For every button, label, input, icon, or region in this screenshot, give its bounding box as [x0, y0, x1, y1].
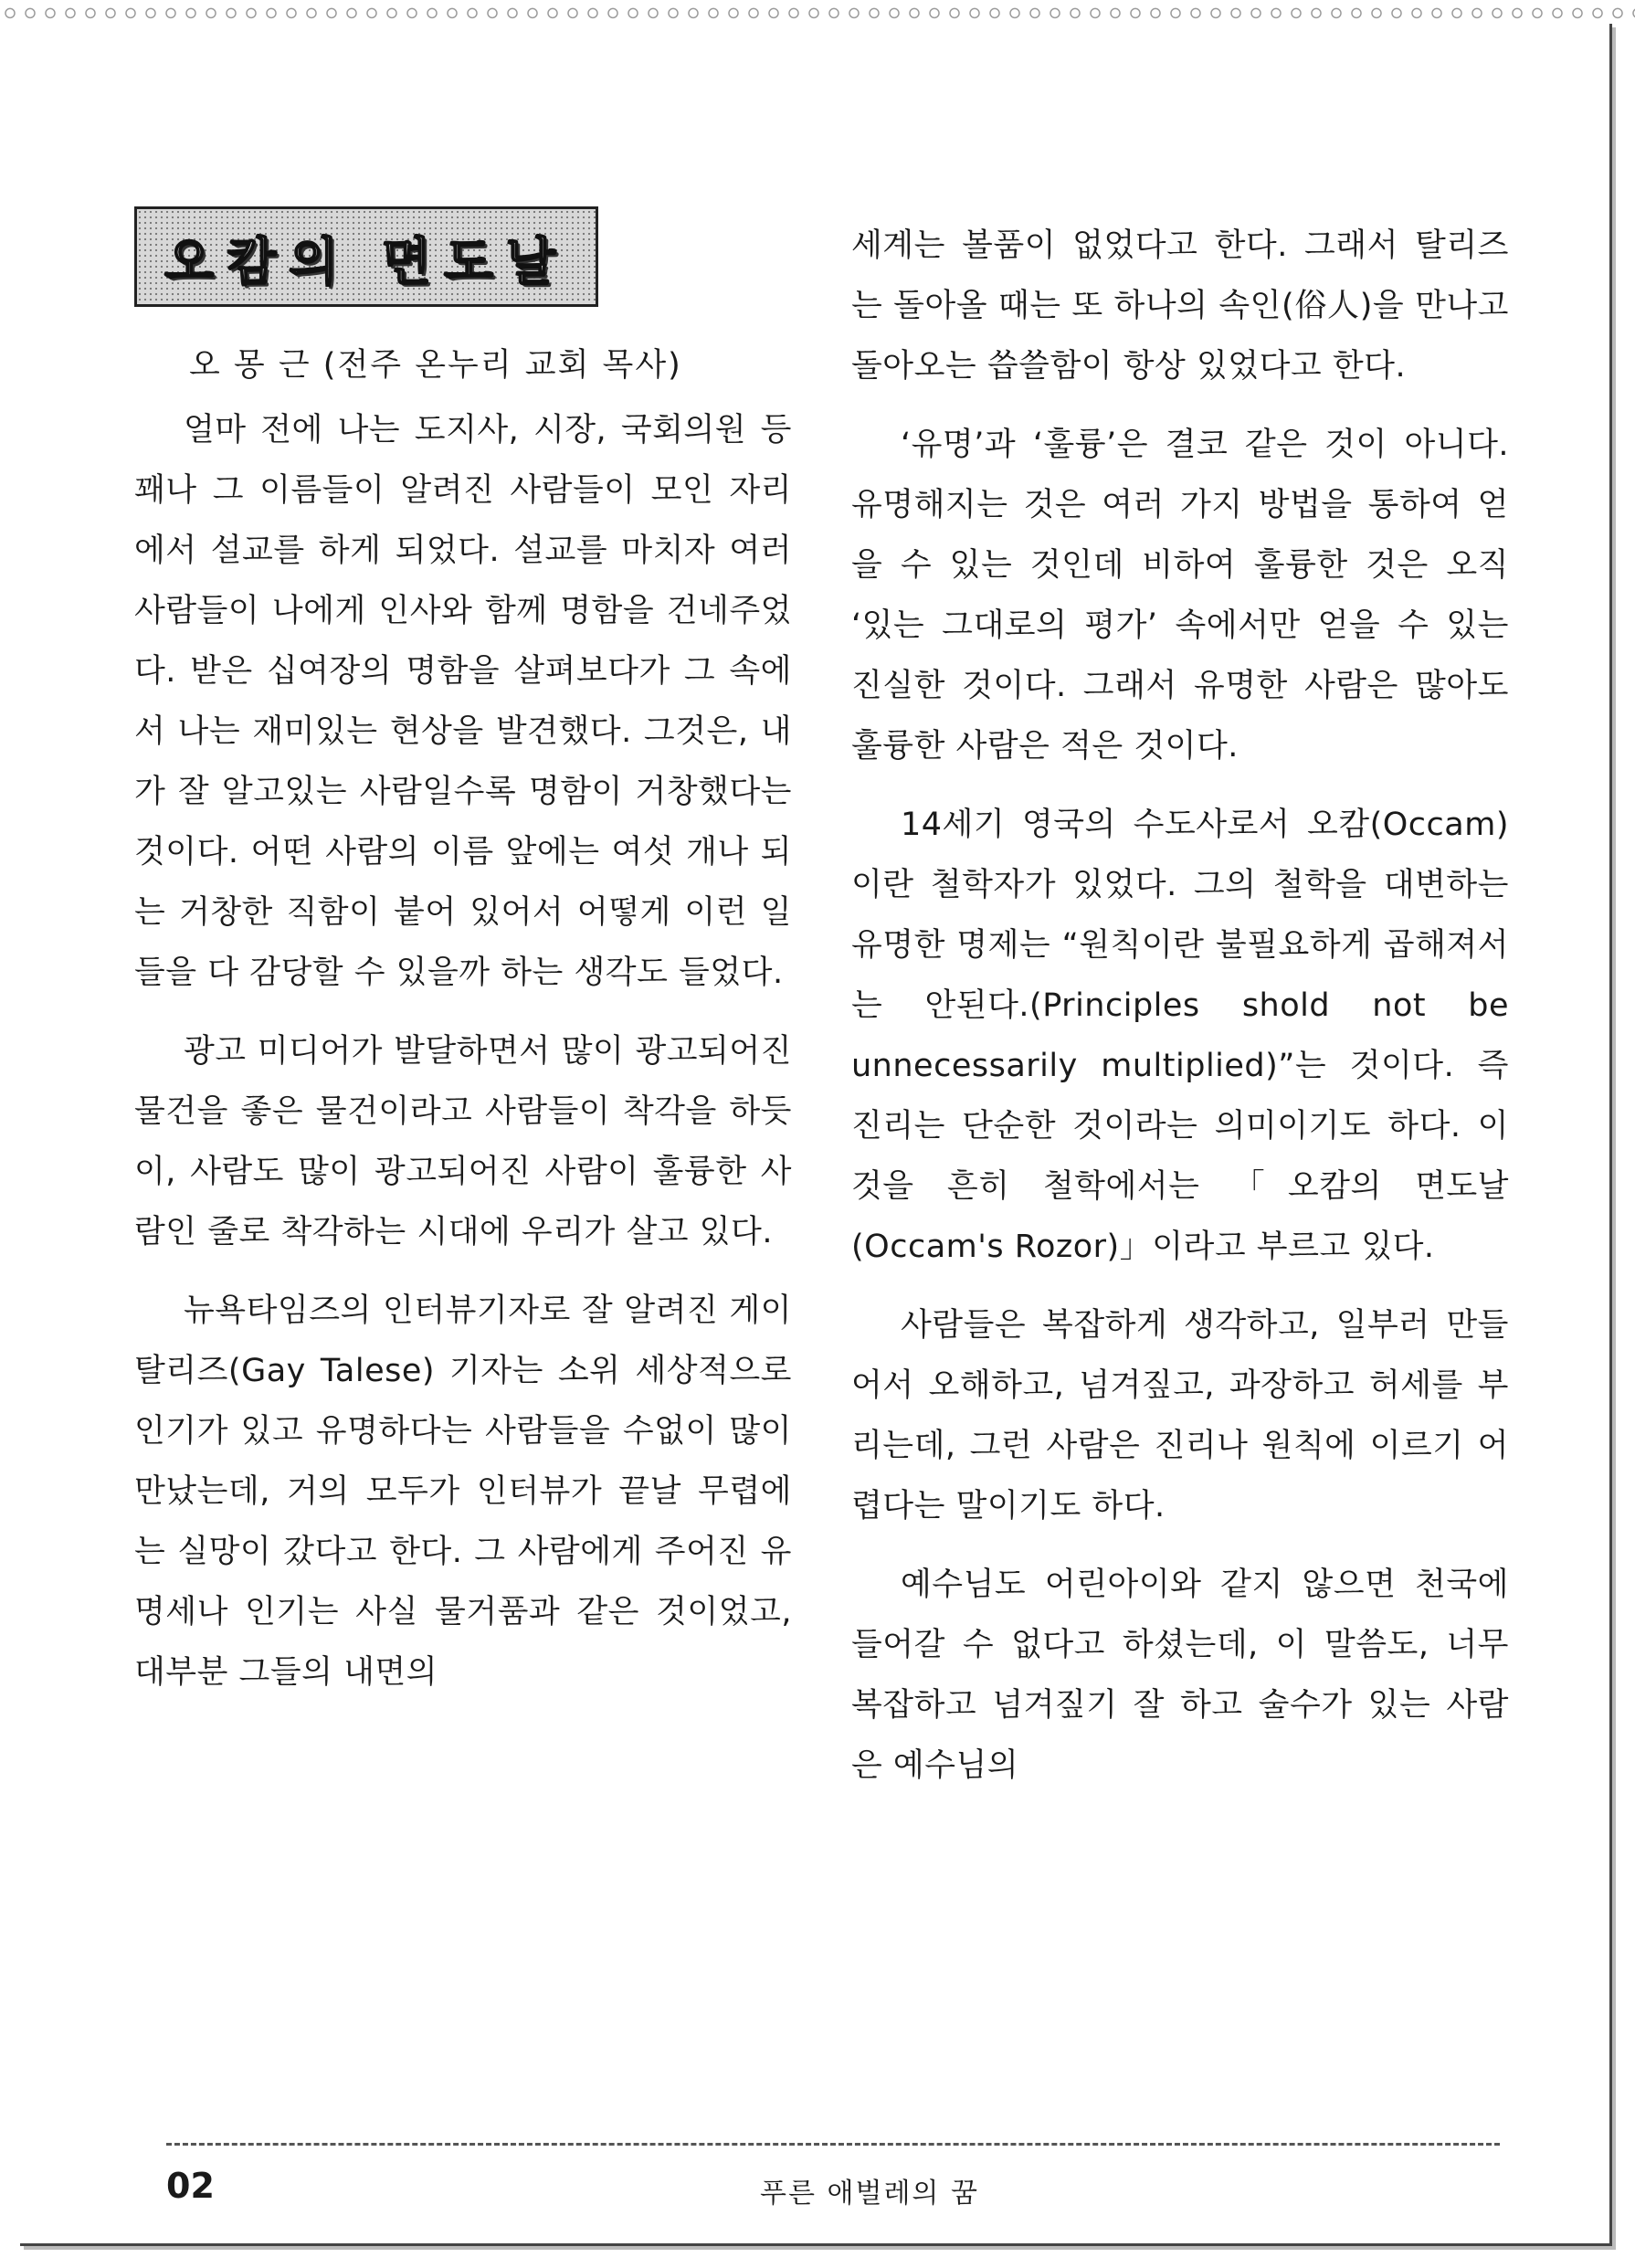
- article-title: 오캄의 면도날: [164, 233, 569, 292]
- title-box: [134, 206, 598, 307]
- footer-divider: [166, 2143, 1500, 2146]
- paragraph: 예수님도 어린아이와 같지 않으면 천국에 들어갈 수 없다고 하셨는데, 이 말씀도, 너무 복잡하고 넘겨짚기 잘 하고 술수가 있는 사람은 예수님의: [851, 1567, 1509, 1784]
- paragraph: 14세기 영국의 수도사로서 오캄(Occam)이란 철학자가 있었다. 그의 철학을 대변하는 유명한 명제는 “원칙이란 불필요하게 곱해져서는 안된다.(Principles shold not be unnecessarily multiplied)”는 것이다. 즉 진리는 단순한 것이라는 의미이기도 하다. 이것을 흔히 철학에서는 「오캄의 면도날(Occam's Rozor)」이라고 부르고 있다.: [851, 807, 1509, 1265]
- magazine-title: 푸른 애벌레의 꿈: [760, 2178, 979, 2210]
- page-sheet: [20, 24, 1612, 2246]
- paragraph: ‘유명’과 ‘훌륭’은 결코 같은 것이 아니다. 유명해지는 것은 여러 가지 방법을 통하여 얻을 수 있는 것인데 비하여 훌륭한 것은 오직 ‘있는 그대로의 평가’ 속에서만 얻을 수 있는 진실한 것이다. 그래서 유명한 사람은 많아도 훌륭한 사람은 적은 것이다.: [851, 427, 1509, 765]
- left-column: [134, 206, 792, 1721]
- paragraph: 사람들은 복잡하게 생각하고, 일부러 만들어서 오해하고, 넘겨짚고, 과장하고 허세를 부리는데, 그런 사람은 진리나 원칙에 이르기 어렵다는 말이기도 하다.: [851, 1307, 1509, 1524]
- right-column: [851, 216, 1509, 1814]
- page-number: 02: [166, 2166, 215, 2206]
- paragraph: 세계는 볼품이 없었다고 한다. 그래서 탈리즈는 돌아올 때는 또 하나의 속인(俗人)을 만나고 돌아오는 씁쓸함이 항상 있었다고 한다.: [851, 227, 1509, 385]
- author-line: 오 몽 근 (전주 온누리 교회 목사): [189, 347, 682, 384]
- paragraph: 광고 미디어가 발달하면서 많이 광고되어진 물건을 좋은 물건이라고 사람들이 착각을 하듯이, 사람도 많이 광고되어진 사람이 훌륭한 사람인 줄로 착각하는 시대에 우리가 살고 있다.: [134, 1033, 792, 1250]
- spiral-binding: [0, 0, 1635, 22]
- paragraph: 뉴욕타임즈의 인터뷰기자로 잘 알려진 게이 탈리즈(Gay Talese) 기자는 소위 세상적으로 인기가 있고 유명하다는 사람들을 수없이 많이 만났는데, 거의 모두가 인터뷰가 끝날 무렵에는 실망이 갔다고 한다. 그 사람에게 주어진 유명세나 인기는 사실 물거품과 같은 것이었고, 대부분 그들의 내면의: [134, 1292, 792, 1691]
- paragraph: 얼마 전에 나는 도지사, 시장, 국회의원 등 꽤나 그 이름들이 알려진 사람들이 모인 자리에서 설교를 하게 되었다. 설교를 마치자 여러 사람들이 나에게 인사와 함께 명함을 건네주었다. 받은 십여장의 명함을 살펴보다가 그 속에서 나는 재미있는 현상을 발견했다. 그것은, 내가 잘 알고있는 사람일수록 명함이 거창했다는 것이다. 어떤 사람의 이름 앞에는 여섯 개나 되는 거창한 직함이 붙어 있어서 어떻게 이런 일들을 다 감당할 수 있을까 하는 생각도 들었다.: [134, 412, 792, 991]
